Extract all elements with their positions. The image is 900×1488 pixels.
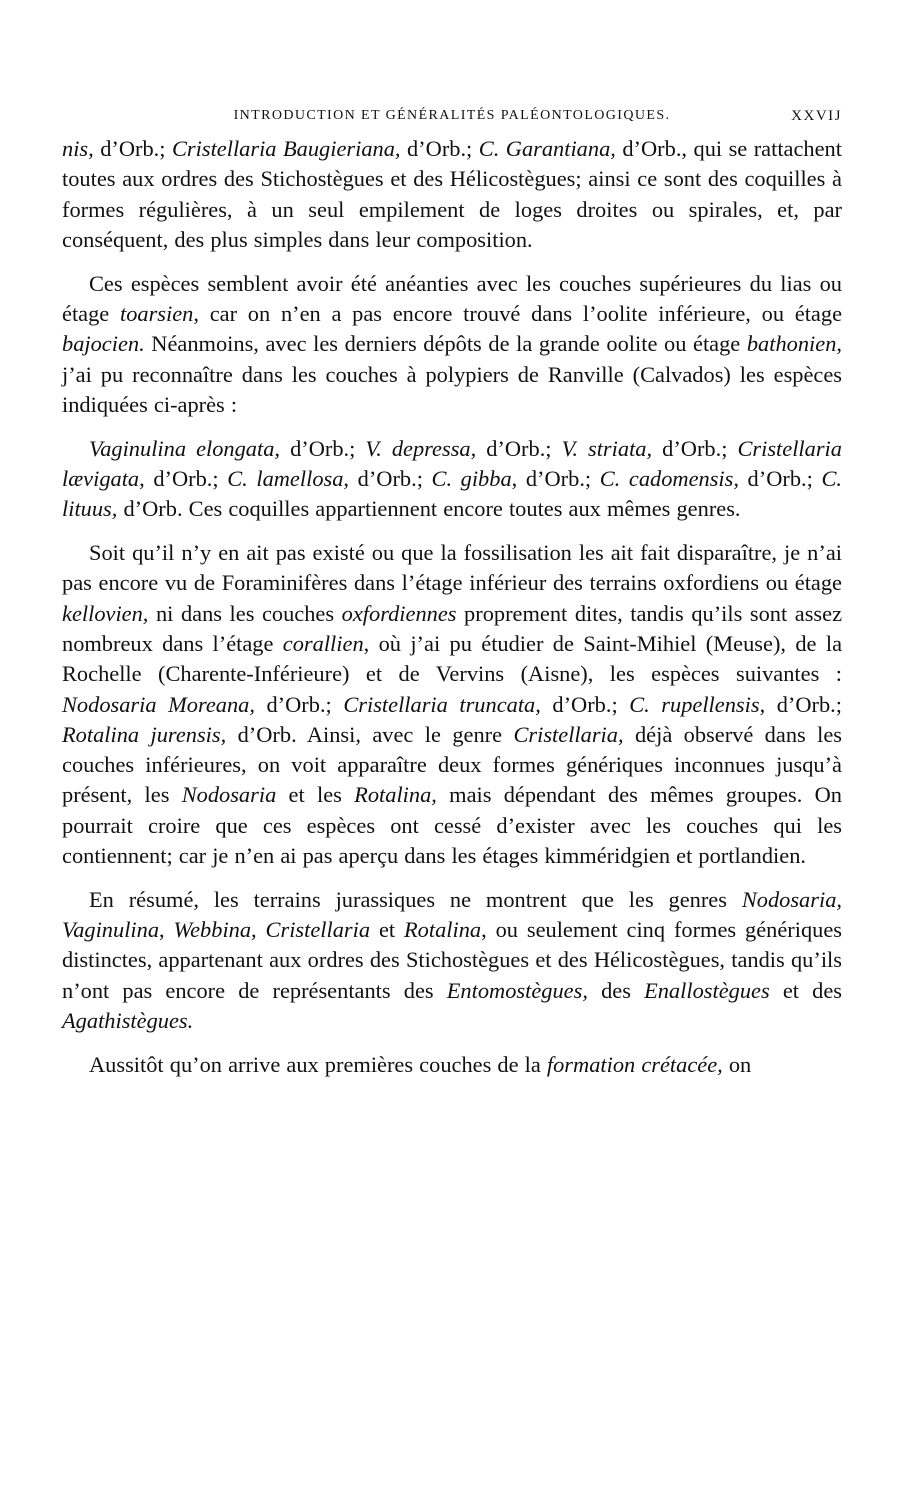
text-run: , ou seulement cinq formes génériques distinctes, appartenant aux ordres des Stichostègues et des Hélicostègues, tandis qu’ils n’ont pas encore de représentants des bbox=[62, 917, 842, 1003]
italic-run: Rotalina jurensis, bbox=[62, 721, 227, 747]
italic-run: Rotalina, bbox=[354, 782, 437, 808]
italic-run: corallien bbox=[282, 630, 364, 656]
body-text bbox=[62, 134, 842, 1080]
text-run: , d’Orb.; bbox=[139, 465, 228, 491]
text-run: d’Orb.; bbox=[400, 136, 479, 161]
italic-run: Webbina, bbox=[173, 917, 257, 943]
italic-run: C. gibba bbox=[431, 465, 512, 491]
text-run bbox=[257, 917, 266, 942]
paragraph-2 bbox=[62, 269, 842, 420]
text-run: d’Orb.; bbox=[93, 136, 172, 161]
text-run: , d’Orb.; bbox=[343, 465, 432, 491]
text-run: Aussitôt qu’on arrive aux premières couches de la bbox=[89, 1051, 547, 1077]
text-run: j’ai pu reconnaître dans les couches à polypiers de Ranville (Calvados) les espèces indiquées ci-après : bbox=[62, 361, 842, 417]
paragraph-6 bbox=[62, 1050, 842, 1080]
text-run: et les bbox=[276, 782, 355, 808]
italic-run: Vaginulina elongata, bbox=[89, 435, 281, 461]
italic-run: Rotalina bbox=[403, 917, 482, 943]
italic-run: C. rupellensis bbox=[629, 691, 760, 717]
italic-run: Cristellaria bbox=[265, 917, 371, 943]
paragraph-4 bbox=[62, 538, 842, 871]
italic-run: Vaginulina bbox=[62, 917, 160, 943]
text-run: , d’Orb.; bbox=[759, 691, 842, 717]
text-run: on bbox=[722, 1051, 752, 1077]
italic-run: Enallostègues bbox=[644, 977, 770, 1003]
italic-run: nis, bbox=[62, 136, 94, 161]
running-title: INTRODUCTION ET GÉNÉRALITÉS PALÉONTOLOGIQUES. bbox=[233, 108, 671, 123]
text-run: Soit qu’il n’y en ait pas existé ou que la fossilisation les ait fait disparaître, je n’ai pas encore vu de Foraminifères dans l’étage inférieur des terrains oxfordiens ou étage bbox=[62, 540, 842, 596]
italic-run: oxfordiennes bbox=[341, 600, 457, 626]
text-run: mais dépendant des mêmes groupes. On pourrait croire que ces espèces ont cessé d’exister avec les couches qui les contiennent; car je n’en ai pas aperçu dans les étages kimméridgien et portlandien. bbox=[62, 782, 842, 869]
italic-run: Nodosaria bbox=[181, 782, 277, 808]
text-run: et bbox=[370, 917, 404, 943]
text-run: En résumé, les terrains jurassiques ne montrent que les genres bbox=[89, 886, 742, 912]
italic-run: Cristellaria Baugieriana, bbox=[171, 136, 401, 161]
italic-run: formation crétacée, bbox=[546, 1051, 723, 1077]
text-run: Néanmoins, avec les derniers dépôts de la grande oolite ou étage bbox=[144, 331, 747, 357]
text-run: ni dans les couches bbox=[148, 600, 342, 626]
running-head bbox=[62, 106, 842, 126]
text-run: d’Orb., qui se rattachent toutes aux ordres des Stichostègues et des Hélicostègues; ainsi ce sont des coquilles à formes régulières, à un seul empilement de loges droites ou spirales, et, par conséquent, des plus simples dans leur composition. bbox=[62, 136, 842, 252]
text-run: , où j’ai pu étudier de Saint-Mihiel (Meuse), de la Rochelle (Charente-Inférieure) et de Vervins (Aisne), les espèces suivantes : bbox=[62, 630, 843, 687]
text-run: proprement dites, tandis qu’ils sont assez nombreux dans l’étage bbox=[62, 600, 843, 656]
italic-run: kellovien, bbox=[62, 600, 149, 626]
text-run: , car on n’en a pas encore trouvé dans l’oolite inférieure, ou étage bbox=[193, 300, 843, 326]
text-run: d’Orb.; bbox=[652, 435, 738, 461]
italic-run: toarsien bbox=[119, 300, 194, 326]
italic-run: Nodosaria Moreana, bbox=[62, 691, 255, 717]
text-run: déjà observé dans les couches inférieures, on voit apparaître deux formes génériques inconnues jusqu’à présent, les bbox=[62, 721, 842, 808]
text-run: des bbox=[587, 977, 645, 1003]
italic-run: C. lituus, bbox=[62, 465, 842, 522]
italic-run: C. lamellosa bbox=[227, 465, 344, 491]
text-run: d’Orb. Ces coquilles appartiennent encore toutes aux mêmes genres. bbox=[117, 496, 741, 522]
text-run: d’Orb. Ainsi, avec le genre bbox=[226, 721, 514, 747]
italic-run: C. cadomensis, bbox=[599, 465, 739, 491]
text-run: , d’Orb.; bbox=[511, 465, 600, 491]
page-number: XXVIJ bbox=[791, 108, 842, 124]
text-run: et des bbox=[769, 977, 842, 1003]
paragraph-1 bbox=[62, 134, 842, 255]
text-run: d’Orb.; bbox=[280, 435, 366, 461]
italic-run: bathonien, bbox=[746, 331, 842, 357]
text-run: d’Orb.; bbox=[738, 465, 822, 491]
text-run: , bbox=[159, 917, 174, 943]
text-run: Ces espèces semblent avoir été anéanties avec les couches supérieures du lias ou étage bbox=[62, 270, 842, 326]
italic-run: C. Garantiana, bbox=[478, 136, 616, 161]
italic-run: bajocien. bbox=[62, 331, 145, 357]
text-run: d’Orb.; bbox=[476, 435, 562, 461]
italic-run: Nodosaria, bbox=[741, 886, 842, 912]
italic-run: Cristellaria, bbox=[513, 721, 624, 747]
paragraph-3 bbox=[62, 434, 842, 525]
italic-run: Cristellaria lævigata bbox=[62, 435, 842, 491]
italic-run: V. striata, bbox=[561, 435, 653, 461]
italic-run: Entomostègues, bbox=[446, 977, 588, 1003]
text-run: d’Orb.; bbox=[540, 691, 630, 717]
paragraph-5 bbox=[62, 885, 842, 1036]
italic-run: Cristellaria truncata, bbox=[343, 691, 541, 717]
text-run: d’Orb.; bbox=[254, 691, 344, 717]
italic-run: V. depressa, bbox=[365, 435, 477, 461]
italic-run: Agathistègues. bbox=[62, 1008, 194, 1034]
